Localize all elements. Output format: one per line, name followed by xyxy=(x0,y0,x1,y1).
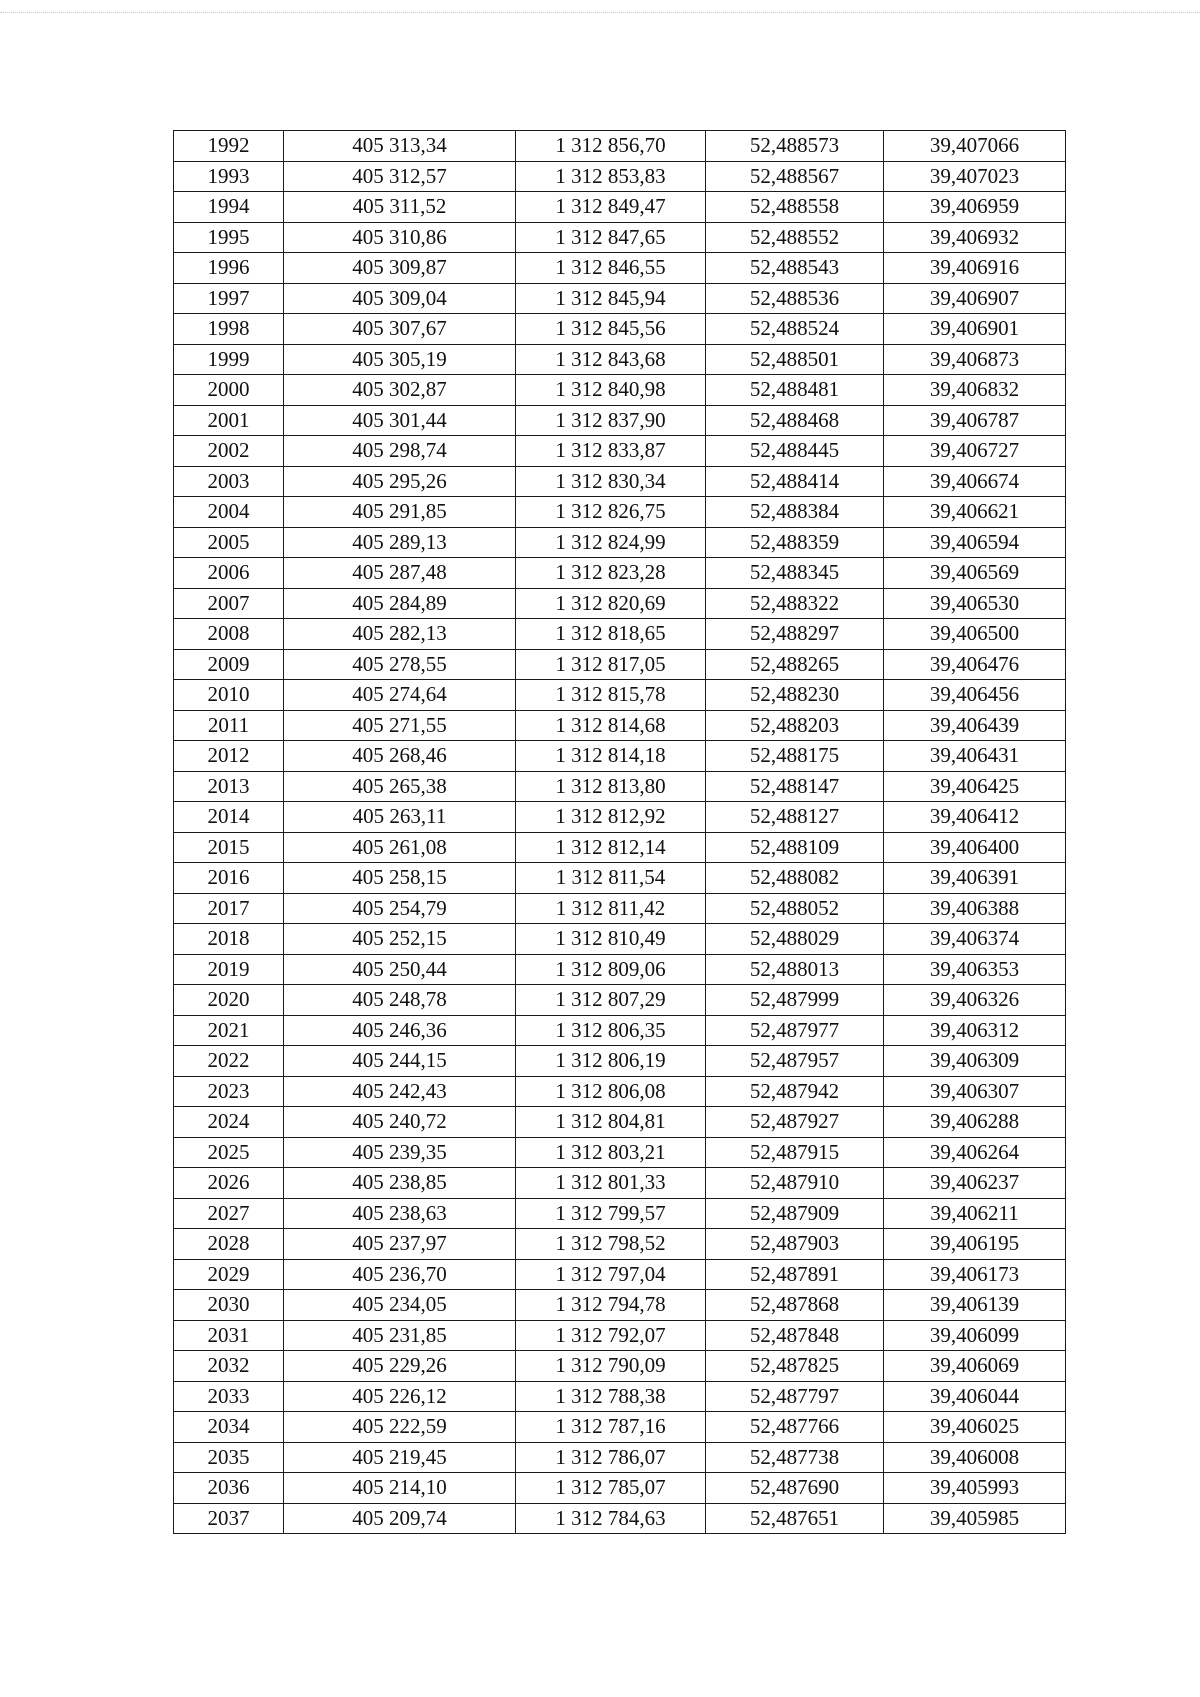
point-number-cell: 2006 xyxy=(174,558,284,589)
x-coordinate-cell: 405 271,55 xyxy=(284,710,516,741)
table-row xyxy=(174,924,1066,955)
x-coordinate-cell: 405 226,12 xyxy=(284,1381,516,1412)
table-row xyxy=(174,1015,1066,1046)
x-coordinate-cell: 405 274,64 xyxy=(284,680,516,711)
x-coordinate-cell: 405 219,45 xyxy=(284,1442,516,1473)
longitude-cell: 39,406008 xyxy=(884,1442,1066,1473)
longitude-cell: 39,406099 xyxy=(884,1320,1066,1351)
table-row xyxy=(174,1442,1066,1473)
table-row xyxy=(174,1473,1066,1504)
point-number-cell: 2018 xyxy=(174,924,284,955)
latitude-cell: 52,487690 xyxy=(706,1473,884,1504)
longitude-cell: 39,406307 xyxy=(884,1076,1066,1107)
table-row xyxy=(174,588,1066,619)
longitude-cell: 39,406439 xyxy=(884,710,1066,741)
table-row xyxy=(174,192,1066,223)
table-row xyxy=(174,1259,1066,1290)
table-row xyxy=(174,1320,1066,1351)
point-number-cell: 2001 xyxy=(174,405,284,436)
latitude-cell: 52,487651 xyxy=(706,1503,884,1534)
longitude-cell: 39,406476 xyxy=(884,649,1066,680)
y-coordinate-cell: 1 312 811,42 xyxy=(516,893,706,924)
y-coordinate-cell: 1 312 847,65 xyxy=(516,222,706,253)
latitude-cell: 52,488175 xyxy=(706,741,884,772)
latitude-cell: 52,488052 xyxy=(706,893,884,924)
latitude-cell: 52,487766 xyxy=(706,1412,884,1443)
table-row xyxy=(174,1351,1066,1382)
longitude-cell: 39,406388 xyxy=(884,893,1066,924)
y-coordinate-cell: 1 312 806,08 xyxy=(516,1076,706,1107)
x-coordinate-cell: 405 310,86 xyxy=(284,222,516,253)
y-coordinate-cell: 1 312 809,06 xyxy=(516,954,706,985)
table-row xyxy=(174,131,1066,162)
y-coordinate-cell: 1 312 830,34 xyxy=(516,466,706,497)
longitude-cell: 39,406530 xyxy=(884,588,1066,619)
y-coordinate-cell: 1 312 785,07 xyxy=(516,1473,706,1504)
table-row xyxy=(174,497,1066,528)
longitude-cell: 39,406391 xyxy=(884,863,1066,894)
point-number-cell: 2027 xyxy=(174,1198,284,1229)
point-number-cell: 2012 xyxy=(174,741,284,772)
longitude-cell: 39,406195 xyxy=(884,1229,1066,1260)
point-number-cell: 2034 xyxy=(174,1412,284,1443)
latitude-cell: 52,488567 xyxy=(706,161,884,192)
x-coordinate-cell: 405 291,85 xyxy=(284,497,516,528)
table-row xyxy=(174,649,1066,680)
point-number-cell: 2036 xyxy=(174,1473,284,1504)
longitude-cell: 39,406237 xyxy=(884,1168,1066,1199)
point-number-cell: 2008 xyxy=(174,619,284,650)
y-coordinate-cell: 1 312 837,90 xyxy=(516,405,706,436)
x-coordinate-cell: 405 248,78 xyxy=(284,985,516,1016)
table-row xyxy=(174,1290,1066,1321)
x-coordinate-cell: 405 302,87 xyxy=(284,375,516,406)
x-coordinate-cell: 405 239,35 xyxy=(284,1137,516,1168)
longitude-cell: 39,406412 xyxy=(884,802,1066,833)
y-coordinate-cell: 1 312 797,04 xyxy=(516,1259,706,1290)
longitude-cell: 39,406873 xyxy=(884,344,1066,375)
latitude-cell: 52,488297 xyxy=(706,619,884,650)
point-number-cell: 1992 xyxy=(174,131,284,162)
point-number-cell: 1993 xyxy=(174,161,284,192)
longitude-cell: 39,406025 xyxy=(884,1412,1066,1443)
x-coordinate-cell: 405 231,85 xyxy=(284,1320,516,1351)
x-coordinate-cell: 405 309,04 xyxy=(284,283,516,314)
latitude-cell: 52,487909 xyxy=(706,1198,884,1229)
longitude-cell: 39,406727 xyxy=(884,436,1066,467)
longitude-cell: 39,407066 xyxy=(884,131,1066,162)
table-row xyxy=(174,954,1066,985)
y-coordinate-cell: 1 312 794,78 xyxy=(516,1290,706,1321)
latitude-cell: 52,488524 xyxy=(706,314,884,345)
table-row xyxy=(174,863,1066,894)
x-coordinate-cell: 405 238,63 xyxy=(284,1198,516,1229)
latitude-cell: 52,487957 xyxy=(706,1046,884,1077)
point-number-cell: 2004 xyxy=(174,497,284,528)
longitude-cell: 39,406907 xyxy=(884,283,1066,314)
longitude-cell: 39,406500 xyxy=(884,619,1066,650)
longitude-cell: 39,406353 xyxy=(884,954,1066,985)
x-coordinate-cell: 405 278,55 xyxy=(284,649,516,680)
x-coordinate-cell: 405 234,05 xyxy=(284,1290,516,1321)
point-number-cell: 2011 xyxy=(174,710,284,741)
y-coordinate-cell: 1 312 803,21 xyxy=(516,1137,706,1168)
x-coordinate-cell: 405 238,85 xyxy=(284,1168,516,1199)
latitude-cell: 52,488558 xyxy=(706,192,884,223)
latitude-cell: 52,488109 xyxy=(706,832,884,863)
latitude-cell: 52,487999 xyxy=(706,985,884,1016)
longitude-cell: 39,406916 xyxy=(884,253,1066,284)
point-number-cell: 1994 xyxy=(174,192,284,223)
point-number-cell: 2002 xyxy=(174,436,284,467)
x-coordinate-cell: 405 312,57 xyxy=(284,161,516,192)
longitude-cell: 39,406832 xyxy=(884,375,1066,406)
y-coordinate-cell: 1 312 788,38 xyxy=(516,1381,706,1412)
latitude-cell: 52,487738 xyxy=(706,1442,884,1473)
latitude-cell: 52,487825 xyxy=(706,1351,884,1382)
longitude-cell: 39,406044 xyxy=(884,1381,1066,1412)
y-coordinate-cell: 1 312 846,55 xyxy=(516,253,706,284)
point-number-cell: 2019 xyxy=(174,954,284,985)
longitude-cell: 39,406069 xyxy=(884,1351,1066,1382)
point-number-cell: 2007 xyxy=(174,588,284,619)
point-number-cell: 2023 xyxy=(174,1076,284,1107)
longitude-cell: 39,406932 xyxy=(884,222,1066,253)
point-number-cell: 2016 xyxy=(174,863,284,894)
longitude-cell: 39,406959 xyxy=(884,192,1066,223)
latitude-cell: 52,487868 xyxy=(706,1290,884,1321)
latitude-cell: 52,488573 xyxy=(706,131,884,162)
point-number-cell: 2031 xyxy=(174,1320,284,1351)
table-row xyxy=(174,1168,1066,1199)
latitude-cell: 52,487797 xyxy=(706,1381,884,1412)
latitude-cell: 52,487848 xyxy=(706,1320,884,1351)
coordinates-table xyxy=(173,130,1066,1534)
longitude-cell: 39,406288 xyxy=(884,1107,1066,1138)
x-coordinate-cell: 405 282,13 xyxy=(284,619,516,650)
table-row xyxy=(174,1381,1066,1412)
y-coordinate-cell: 1 312 787,16 xyxy=(516,1412,706,1443)
table-row xyxy=(174,1412,1066,1443)
latitude-cell: 52,487977 xyxy=(706,1015,884,1046)
x-coordinate-cell: 405 222,59 xyxy=(284,1412,516,1443)
x-coordinate-cell: 405 305,19 xyxy=(284,344,516,375)
latitude-cell: 52,488468 xyxy=(706,405,884,436)
point-number-cell: 2035 xyxy=(174,1442,284,1473)
x-coordinate-cell: 405 209,74 xyxy=(284,1503,516,1534)
x-coordinate-cell: 405 252,15 xyxy=(284,924,516,955)
table-row xyxy=(174,527,1066,558)
table-row xyxy=(174,710,1066,741)
latitude-cell: 52,488265 xyxy=(706,649,884,680)
y-coordinate-cell: 1 312 845,56 xyxy=(516,314,706,345)
longitude-cell: 39,406139 xyxy=(884,1290,1066,1321)
latitude-cell: 52,488552 xyxy=(706,222,884,253)
x-coordinate-cell: 405 244,15 xyxy=(284,1046,516,1077)
x-coordinate-cell: 405 246,36 xyxy=(284,1015,516,1046)
x-coordinate-cell: 405 258,15 xyxy=(284,863,516,894)
point-number-cell: 2033 xyxy=(174,1381,284,1412)
latitude-cell: 52,488501 xyxy=(706,344,884,375)
table-row xyxy=(174,741,1066,772)
point-number-cell: 1996 xyxy=(174,253,284,284)
x-coordinate-cell: 405 268,46 xyxy=(284,741,516,772)
x-coordinate-cell: 405 263,11 xyxy=(284,802,516,833)
point-number-cell: 2015 xyxy=(174,832,284,863)
coordinates-table-body xyxy=(174,131,1066,1534)
longitude-cell: 39,406456 xyxy=(884,680,1066,711)
point-number-cell: 2032 xyxy=(174,1351,284,1382)
y-coordinate-cell: 1 312 801,33 xyxy=(516,1168,706,1199)
y-coordinate-cell: 1 312 814,68 xyxy=(516,710,706,741)
y-coordinate-cell: 1 312 814,18 xyxy=(516,741,706,772)
latitude-cell: 52,488147 xyxy=(706,771,884,802)
y-coordinate-cell: 1 312 817,05 xyxy=(516,649,706,680)
y-coordinate-cell: 1 312 824,99 xyxy=(516,527,706,558)
longitude-cell: 39,406211 xyxy=(884,1198,1066,1229)
table-row xyxy=(174,893,1066,924)
longitude-cell: 39,406594 xyxy=(884,527,1066,558)
y-coordinate-cell: 1 312 849,47 xyxy=(516,192,706,223)
table-row xyxy=(174,1229,1066,1260)
y-coordinate-cell: 1 312 826,75 xyxy=(516,497,706,528)
table-row xyxy=(174,1198,1066,1229)
x-coordinate-cell: 405 229,26 xyxy=(284,1351,516,1382)
table-row xyxy=(174,1076,1066,1107)
scan-edge-line xyxy=(0,12,1200,13)
latitude-cell: 52,488029 xyxy=(706,924,884,955)
x-coordinate-cell: 405 313,34 xyxy=(284,131,516,162)
point-number-cell: 2009 xyxy=(174,649,284,680)
table-row xyxy=(174,222,1066,253)
longitude-cell: 39,406787 xyxy=(884,405,1066,436)
point-number-cell: 2010 xyxy=(174,680,284,711)
latitude-cell: 52,488013 xyxy=(706,954,884,985)
point-number-cell: 2017 xyxy=(174,893,284,924)
y-coordinate-cell: 1 312 799,57 xyxy=(516,1198,706,1229)
table-row xyxy=(174,619,1066,650)
x-coordinate-cell: 405 242,43 xyxy=(284,1076,516,1107)
y-coordinate-cell: 1 312 798,52 xyxy=(516,1229,706,1260)
latitude-cell: 52,487891 xyxy=(706,1259,884,1290)
point-number-cell: 2024 xyxy=(174,1107,284,1138)
longitude-cell: 39,405993 xyxy=(884,1473,1066,1504)
longitude-cell: 39,406312 xyxy=(884,1015,1066,1046)
latitude-cell: 52,488203 xyxy=(706,710,884,741)
latitude-cell: 52,487910 xyxy=(706,1168,884,1199)
y-coordinate-cell: 1 312 853,83 xyxy=(516,161,706,192)
latitude-cell: 52,487942 xyxy=(706,1076,884,1107)
table-row xyxy=(174,1137,1066,1168)
point-number-cell: 2025 xyxy=(174,1137,284,1168)
y-coordinate-cell: 1 312 818,65 xyxy=(516,619,706,650)
point-number-cell: 2028 xyxy=(174,1229,284,1260)
point-number-cell: 2005 xyxy=(174,527,284,558)
y-coordinate-cell: 1 312 790,09 xyxy=(516,1351,706,1382)
y-coordinate-cell: 1 312 856,70 xyxy=(516,131,706,162)
y-coordinate-cell: 1 312 804,81 xyxy=(516,1107,706,1138)
table-row xyxy=(174,466,1066,497)
table-row xyxy=(174,771,1066,802)
table-row xyxy=(174,283,1066,314)
table-row xyxy=(174,161,1066,192)
x-coordinate-cell: 405 309,87 xyxy=(284,253,516,284)
longitude-cell: 39,406431 xyxy=(884,741,1066,772)
y-coordinate-cell: 1 312 840,98 xyxy=(516,375,706,406)
point-number-cell: 2000 xyxy=(174,375,284,406)
longitude-cell: 39,406374 xyxy=(884,924,1066,955)
table-row xyxy=(174,680,1066,711)
latitude-cell: 52,487903 xyxy=(706,1229,884,1260)
x-coordinate-cell: 405 265,38 xyxy=(284,771,516,802)
latitude-cell: 52,488345 xyxy=(706,558,884,589)
table-row xyxy=(174,832,1066,863)
latitude-cell: 52,488230 xyxy=(706,680,884,711)
x-coordinate-cell: 405 284,89 xyxy=(284,588,516,619)
table-row xyxy=(174,1503,1066,1534)
latitude-cell: 52,488543 xyxy=(706,253,884,284)
x-coordinate-cell: 405 301,44 xyxy=(284,405,516,436)
y-coordinate-cell: 1 312 811,54 xyxy=(516,863,706,894)
point-number-cell: 2021 xyxy=(174,1015,284,1046)
point-number-cell: 2030 xyxy=(174,1290,284,1321)
y-coordinate-cell: 1 312 806,35 xyxy=(516,1015,706,1046)
y-coordinate-cell: 1 312 843,68 xyxy=(516,344,706,375)
point-number-cell: 1999 xyxy=(174,344,284,375)
y-coordinate-cell: 1 312 812,14 xyxy=(516,832,706,863)
longitude-cell: 39,406400 xyxy=(884,832,1066,863)
latitude-cell: 52,488536 xyxy=(706,283,884,314)
y-coordinate-cell: 1 312 823,28 xyxy=(516,558,706,589)
table-row xyxy=(174,558,1066,589)
table-row xyxy=(174,802,1066,833)
latitude-cell: 52,488359 xyxy=(706,527,884,558)
x-coordinate-cell: 405 237,97 xyxy=(284,1229,516,1260)
longitude-cell: 39,405985 xyxy=(884,1503,1066,1534)
y-coordinate-cell: 1 312 833,87 xyxy=(516,436,706,467)
y-coordinate-cell: 1 312 806,19 xyxy=(516,1046,706,1077)
table-row xyxy=(174,344,1066,375)
y-coordinate-cell: 1 312 812,92 xyxy=(516,802,706,833)
point-number-cell: 1998 xyxy=(174,314,284,345)
x-coordinate-cell: 405 295,26 xyxy=(284,466,516,497)
y-coordinate-cell: 1 312 820,69 xyxy=(516,588,706,619)
x-coordinate-cell: 405 298,74 xyxy=(284,436,516,467)
point-number-cell: 2003 xyxy=(174,466,284,497)
latitude-cell: 52,488481 xyxy=(706,375,884,406)
y-coordinate-cell: 1 312 784,63 xyxy=(516,1503,706,1534)
x-coordinate-cell: 405 311,52 xyxy=(284,192,516,223)
x-coordinate-cell: 405 307,67 xyxy=(284,314,516,345)
latitude-cell: 52,488384 xyxy=(706,497,884,528)
table-row xyxy=(174,436,1066,467)
point-number-cell: 1995 xyxy=(174,222,284,253)
point-number-cell: 2014 xyxy=(174,802,284,833)
table-row xyxy=(174,1046,1066,1077)
table-row xyxy=(174,314,1066,345)
longitude-cell: 39,406901 xyxy=(884,314,1066,345)
x-coordinate-cell: 405 214,10 xyxy=(284,1473,516,1504)
longitude-cell: 39,406173 xyxy=(884,1259,1066,1290)
point-number-cell: 2022 xyxy=(174,1046,284,1077)
latitude-cell: 52,487927 xyxy=(706,1107,884,1138)
point-number-cell: 2020 xyxy=(174,985,284,1016)
x-coordinate-cell: 405 289,13 xyxy=(284,527,516,558)
latitude-cell: 52,488414 xyxy=(706,466,884,497)
table-row xyxy=(174,405,1066,436)
y-coordinate-cell: 1 312 815,78 xyxy=(516,680,706,711)
longitude-cell: 39,407023 xyxy=(884,161,1066,192)
y-coordinate-cell: 1 312 810,49 xyxy=(516,924,706,955)
point-number-cell: 2026 xyxy=(174,1168,284,1199)
latitude-cell: 52,488445 xyxy=(706,436,884,467)
point-number-cell: 2037 xyxy=(174,1503,284,1534)
y-coordinate-cell: 1 312 786,07 xyxy=(516,1442,706,1473)
x-coordinate-cell: 405 287,48 xyxy=(284,558,516,589)
point-number-cell: 2029 xyxy=(174,1259,284,1290)
longitude-cell: 39,406425 xyxy=(884,771,1066,802)
longitude-cell: 39,406674 xyxy=(884,466,1066,497)
y-coordinate-cell: 1 312 807,29 xyxy=(516,985,706,1016)
y-coordinate-cell: 1 312 845,94 xyxy=(516,283,706,314)
point-number-cell: 2013 xyxy=(174,771,284,802)
x-coordinate-cell: 405 236,70 xyxy=(284,1259,516,1290)
table-row xyxy=(174,253,1066,284)
point-number-cell: 1997 xyxy=(174,283,284,314)
latitude-cell: 52,487915 xyxy=(706,1137,884,1168)
table-row xyxy=(174,1107,1066,1138)
latitude-cell: 52,488322 xyxy=(706,588,884,619)
latitude-cell: 52,488082 xyxy=(706,863,884,894)
longitude-cell: 39,406309 xyxy=(884,1046,1066,1077)
longitude-cell: 39,406264 xyxy=(884,1137,1066,1168)
x-coordinate-cell: 405 254,79 xyxy=(284,893,516,924)
x-coordinate-cell: 405 240,72 xyxy=(284,1107,516,1138)
table-row xyxy=(174,375,1066,406)
y-coordinate-cell: 1 312 792,07 xyxy=(516,1320,706,1351)
latitude-cell: 52,488127 xyxy=(706,802,884,833)
table-row xyxy=(174,985,1066,1016)
longitude-cell: 39,406326 xyxy=(884,985,1066,1016)
x-coordinate-cell: 405 261,08 xyxy=(284,832,516,863)
longitude-cell: 39,406569 xyxy=(884,558,1066,589)
y-coordinate-cell: 1 312 813,80 xyxy=(516,771,706,802)
x-coordinate-cell: 405 250,44 xyxy=(284,954,516,985)
longitude-cell: 39,406621 xyxy=(884,497,1066,528)
